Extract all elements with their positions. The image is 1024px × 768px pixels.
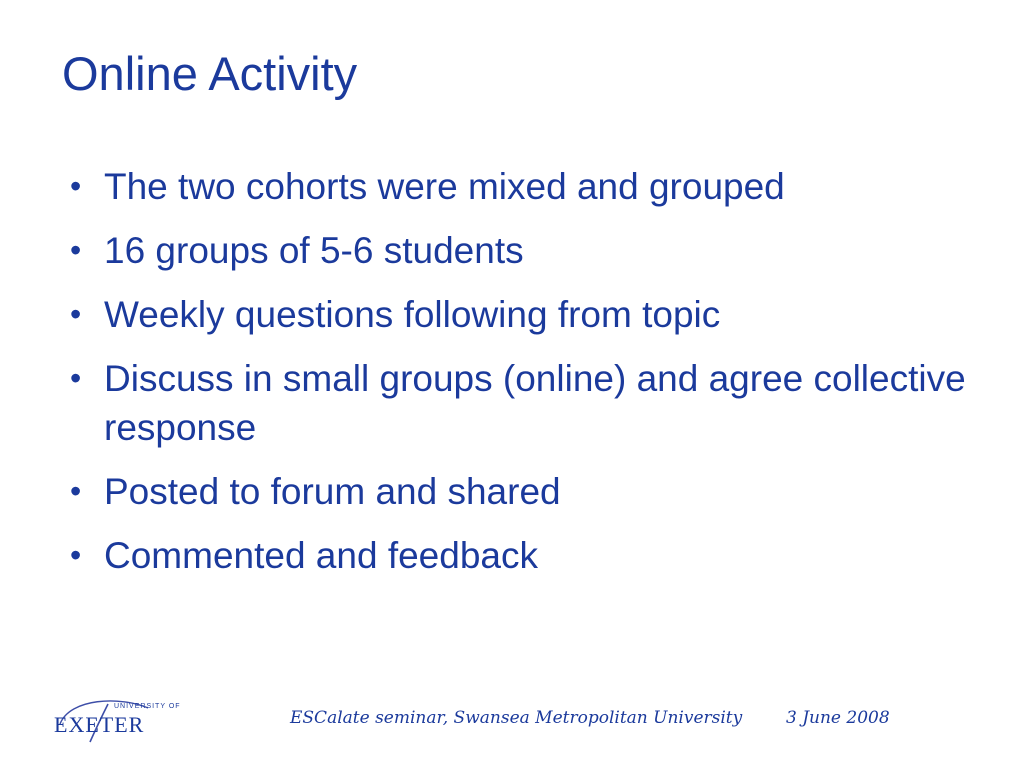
bullet-item <box>60 467 1000 516</box>
bullet-text: Posted to forum and shared <box>104 471 561 512</box>
footer-date-text: 3 June 2008 <box>786 708 890 728</box>
bullet-dot-icon: • <box>70 296 82 332</box>
logo-top-text: UNIVERSITY OF <box>114 703 181 710</box>
bullet-text: Weekly questions following from topic <box>104 294 721 335</box>
footer-event-text: ESCalate seminar, Swansea Metropolitan University <box>290 708 743 728</box>
bullet-text: Discuss in small groups (online) and agree collective response <box>104 358 966 448</box>
slide-title: Online Activity <box>62 47 358 100</box>
bullet-item <box>60 162 1000 211</box>
bullet-item <box>60 531 1000 580</box>
bullet-dot-icon: • <box>70 232 82 268</box>
bullet-text: The two cohorts were mixed and grouped <box>104 166 785 207</box>
bullet-item <box>60 354 1000 452</box>
bullet-dot-icon: • <box>70 473 82 509</box>
bullet-text: 16 groups of 5-6 students <box>104 230 524 271</box>
university-logo <box>50 694 181 750</box>
bullet-list <box>60 162 1000 595</box>
bullet-dot-icon: • <box>70 168 82 204</box>
logo-main-text: EXETER <box>54 712 145 737</box>
bullet-item <box>60 290 1000 339</box>
bullet-dot-icon: • <box>70 360 82 396</box>
bullet-item <box>60 226 1000 275</box>
bullet-text: Commented and feedback <box>104 535 538 576</box>
slide-footer <box>0 690 1024 750</box>
bullet-dot-icon: • <box>70 537 82 573</box>
